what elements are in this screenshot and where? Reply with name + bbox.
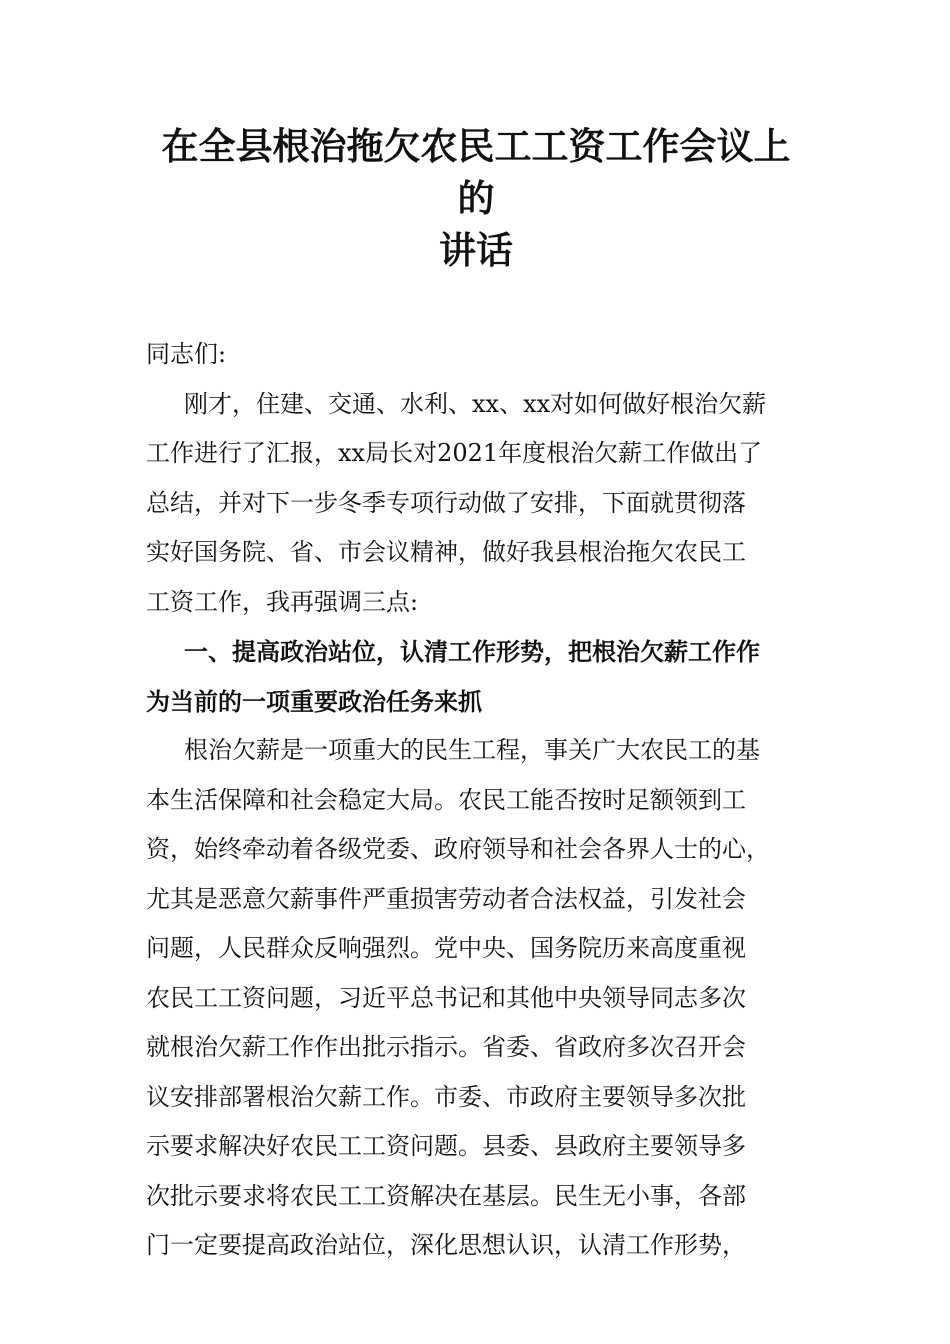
text-line: 工资工作，我再强调三点:	[146, 587, 419, 616]
text-line: 就根治欠薪工作作出批示指示。省委、省政府多次召开会	[146, 1033, 746, 1061]
text-line: 刚才，住建、交通、水利、xx、xx对如何做好根治欠薪	[184, 389, 767, 418]
paragraph-intro	[146, 380, 806, 628]
text-line: 资，始终牵动着各级党委、政府领导和社会各界人士的心，	[146, 835, 770, 863]
title-line: 在全县根治拖欠农民工工资工作会议上的	[161, 124, 791, 220]
document-page	[146, 120, 806, 1271]
text-line: 示要求解决好农民工工资问题。县委、县政府主要领导多	[146, 1132, 746, 1160]
text-line: 问题，人民群众反响强烈。党中央、国务院历来高度重视	[146, 934, 746, 962]
salutation: 同志们:	[146, 340, 227, 368]
text-line: 议安排部署根治欠薪工作。市委、市政府主要领导多次批	[146, 1082, 746, 1111]
paragraph-section-1	[146, 726, 806, 1271]
title-line: 讲话	[439, 228, 513, 272]
text-line: 本生活保障和社会稳定大局。农民工能否按时足额领到工	[146, 785, 746, 814]
text-line: 实好国务院、省、市会议精神，做好我县根治拖欠农民工	[146, 538, 746, 566]
text-line: 根治欠薪是一项重大的民生工程，事关广大农民工的基	[184, 736, 760, 764]
section-heading-1	[146, 627, 806, 726]
heading-line: 一、提高政治站位，认清工作形势，把根治欠薪工作作	[184, 637, 760, 666]
text-line: 总结，并对下一步冬季专项行动做了安排，下面就贯彻落	[146, 488, 746, 517]
text-line: 尤其是恶意欠薪事件严重损害劳动者合法权益，引发社会	[146, 884, 746, 913]
document-body	[146, 330, 806, 1271]
document-title	[146, 120, 806, 276]
text-line: 工作进行了汇报，xx局长对2021年度根治欠薪工作做出了	[146, 439, 763, 467]
text-line: 农民工工资问题，习近平总书记和其他中央领导同志多次	[146, 983, 746, 1012]
text-line: 门一定要提高政治站位，深化思想认识，认清工作形势，	[146, 1231, 746, 1259]
text-line: 次批示要求将农民工工资解决在基层。民生无小事，各部	[146, 1181, 746, 1210]
heading-line: 为当前的一项重要政治任务来抓	[146, 686, 482, 716]
